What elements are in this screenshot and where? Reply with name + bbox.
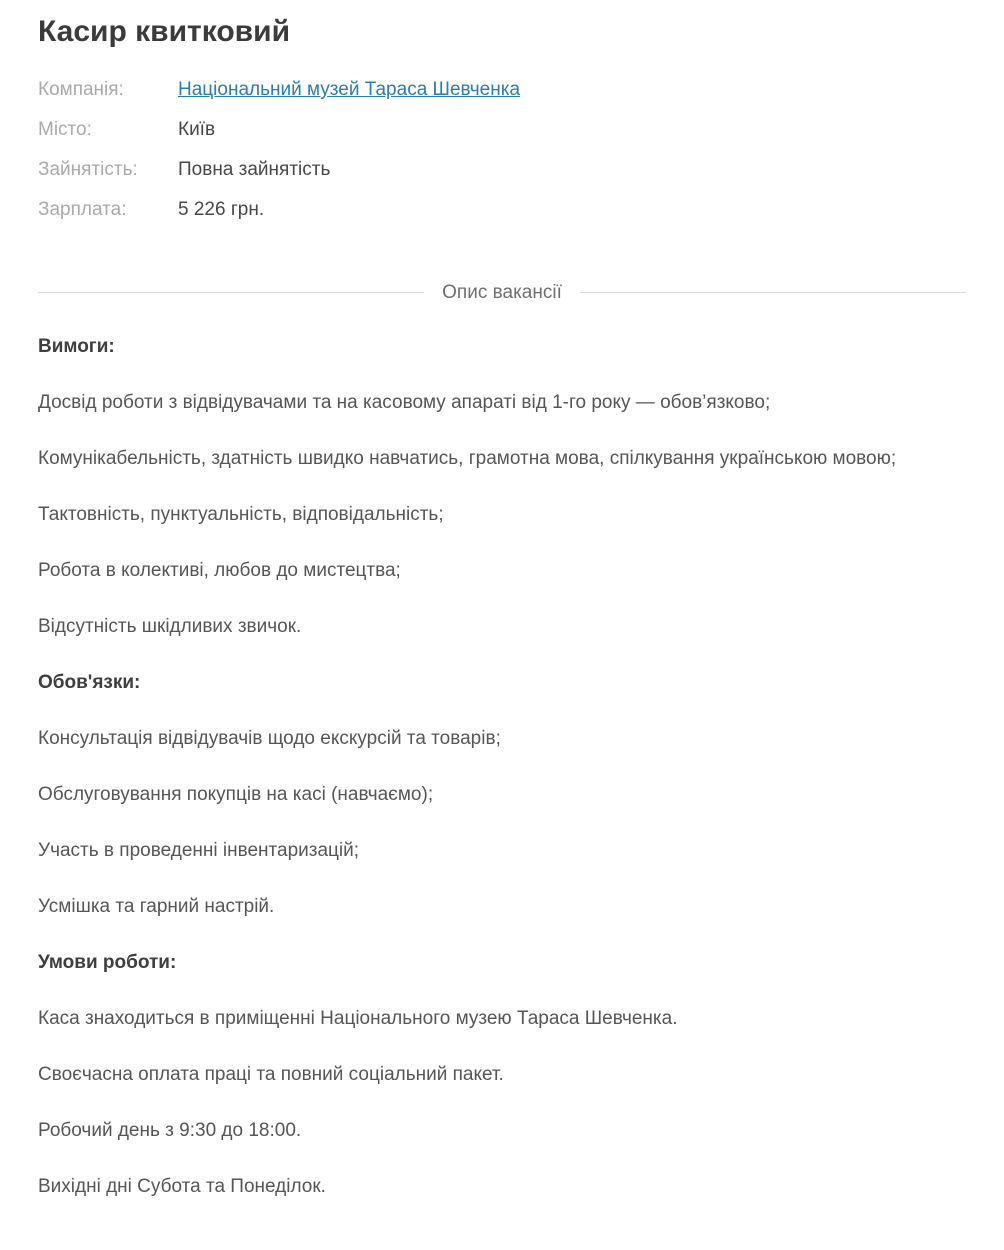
requirement-item: Робота в колективі, любов до мистецтва; (38, 560, 401, 581)
requirements-heading: Вимоги: (38, 336, 115, 357)
city-value: Київ (178, 119, 216, 140)
condition-item: Каса знаходиться в приміщенні Національного музею Тараса Шевченка. (38, 1008, 678, 1029)
requirement-item: Досвід роботи з відвідувачами та на касовому апараті від 1-го року — обов’язково; (38, 392, 771, 413)
condition-item: Робочий день з 9:30 до 18:00. (38, 1120, 302, 1141)
salary-label: Зарплата: (38, 199, 127, 220)
page-title: Касир квитковий (38, 15, 291, 48)
vacancy-description (38, 332, 966, 1202)
employment-label: Зайнятість: (38, 159, 138, 180)
duty-item: Обслуговування покупців на касі (навчаємо); (38, 784, 434, 805)
requirement-item: Тактовність, пунктуальність, відповідальність; (38, 504, 444, 525)
meta-row-company (38, 76, 966, 103)
condition-item: Своєчасна оплата праці та повний соціальний пакет. (38, 1064, 504, 1085)
divider-label: Опис вакансії (442, 282, 562, 303)
salary-value: 5 226 грн. (178, 199, 265, 220)
section-divider (38, 279, 966, 306)
meta-row-employment (38, 156, 966, 183)
duty-item: Участь в проведенні інвентаризацій; (38, 840, 360, 861)
employment-value: Повна зайнятість (178, 159, 331, 180)
meta-row-salary (38, 196, 966, 223)
requirement-item: Комунікабельність, здатність швидко навчатись, грамотна мова, спілкування українською мовою; (38, 448, 897, 469)
company-label: Компанія: (38, 79, 124, 100)
duty-item: Усмішка та гарний настрій. (38, 896, 275, 917)
meta-row-city (38, 116, 966, 143)
condition-item: Вихідні дні Субота та Понеділок. (38, 1176, 326, 1197)
company-link[interactable]: Національний музей Тараса Шевченка (178, 79, 521, 100)
job-meta (38, 76, 966, 223)
duty-item: Консультація відвідувачів щодо екскурсій та товарів; (38, 728, 501, 749)
requirement-item: Відсутність шкідливих звичок. (38, 616, 302, 637)
city-label: Місто: (38, 119, 92, 140)
duties-heading: Обов'язки: (38, 672, 141, 693)
conditions-heading: Умови роботи: (38, 952, 177, 973)
